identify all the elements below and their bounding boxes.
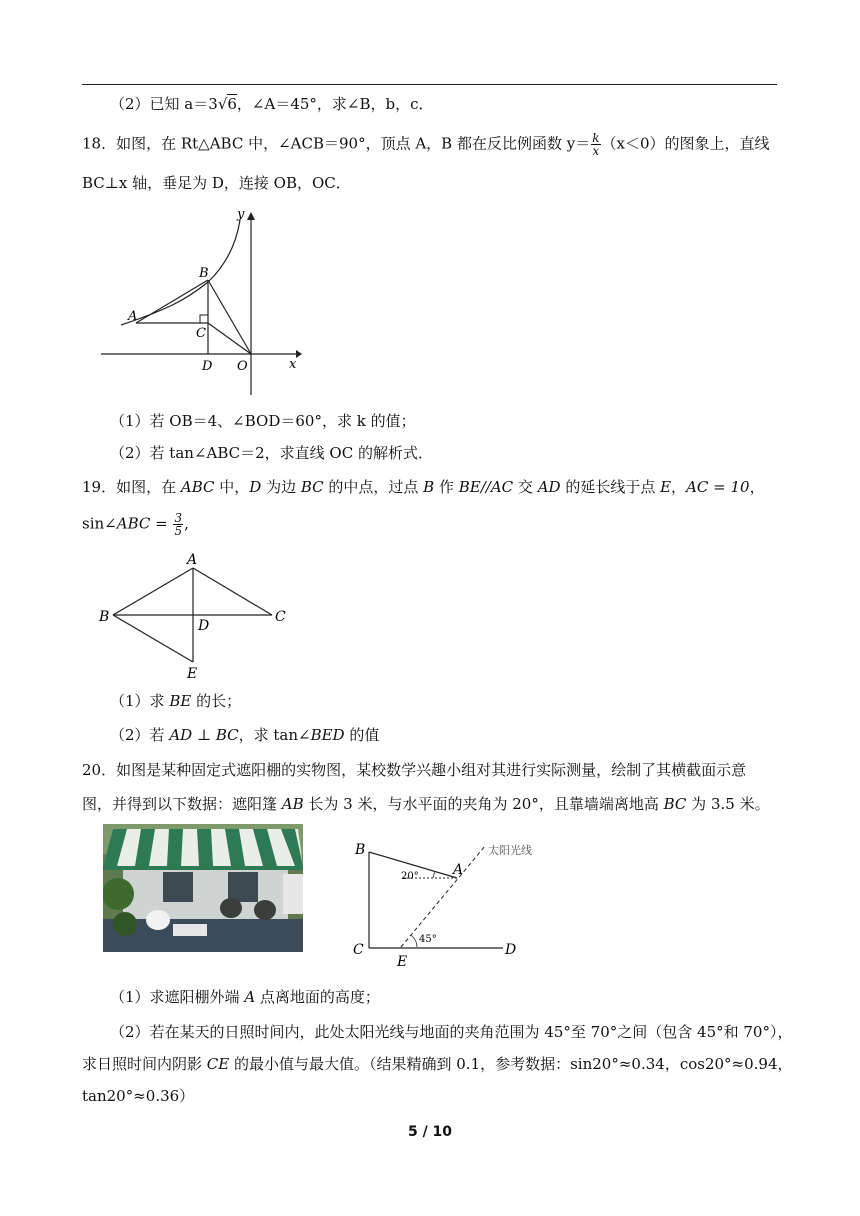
- q20-label-e: E: [397, 954, 408, 970]
- q18-label-y: y: [237, 207, 245, 222]
- q18-line2: BC⊥x 轴，垂足为 D，连接 OB，OC．: [82, 174, 351, 192]
- q17-part2: （2）已知 a＝3√6，∠A＝45°，求∠B，b，c．: [110, 95, 434, 113]
- q20-part2-line1: （2）若在某天的日照时间内，此处太阳光线与地面的夹角范围为 45°至 70°之间（包含 45°和 70°），: [110, 1023, 793, 1041]
- q20-angle-20: 20°: [401, 871, 419, 882]
- q19-part2: （2）若 AD ⊥ BC，求 tan∠BED 的值: [110, 726, 380, 744]
- q20-figure: [345, 834, 545, 972]
- q18-label-d: D: [202, 359, 213, 374]
- q20-part1: （1）求遮阳棚外端 A 点离地面的高度；: [110, 988, 380, 1006]
- q20-sun-label: 太阳光线: [488, 844, 532, 857]
- q20-line1: 20．如图是某种固定式遮阳棚的实物图，某校数学兴趣小组对其进行实际测量，绘制了其横截面示意: [82, 761, 747, 779]
- q18-label-b: B: [199, 266, 209, 281]
- q18-figure: [96, 200, 316, 400]
- q19-label-b: B: [99, 609, 110, 625]
- q19-label-d: D: [198, 618, 210, 634]
- q20-line2: 图，并得到以下数据：遮阳篷 AB 长为 3 米，与水平面的夹角为 20°，且靠墙端离地高 BC 为 3.5 米。: [82, 795, 770, 813]
- q19-figure: [95, 548, 295, 682]
- q18-part2: （2）若 tan∠ABC＝2，求直线 OC 的解析式．: [110, 444, 433, 462]
- awning-photo: [103, 824, 303, 952]
- sqrt-symbol: √: [217, 95, 228, 113]
- q18-fraction: $\frac{k}{x}$: [592, 131, 600, 158]
- q18-line1: 18．如图，在 Rt△ABC 中，∠ACB＝90°，顶点 A，B 都在反比例函数 y＝ $\frac{k}{x}$ （x＜0）的图象上，直线: [82, 131, 770, 158]
- q19-line2: sin∠ABC = $\frac{3}{5}$ ,: [82, 511, 189, 538]
- q18-label-o: O: [237, 359, 248, 374]
- q19-label-e: E: [187, 666, 198, 682]
- q18-label-x: x: [289, 357, 297, 372]
- q19-label-a: A: [187, 552, 198, 568]
- q19-line1: 19．如图，在 ABC 中，D 为边 BC 的中点，过点 B 作 BE//AC 交 AD 的延长线于点 E，AC = 10，: [82, 478, 765, 496]
- q18-label-c: C: [196, 326, 206, 341]
- q19-part1: （1）求 BE 的长；: [110, 692, 242, 710]
- q20-label-c: C: [353, 942, 364, 958]
- q18-part1: （1）若 OB＝4、∠BOD＝60°，求 k 的值；: [110, 412, 416, 430]
- q19-label-c: C: [275, 609, 286, 625]
- q18-label-a: A: [128, 309, 138, 324]
- page-top-rule: [82, 84, 777, 85]
- q20-part2-line3: tan20°≈0.36）: [82, 1087, 195, 1105]
- q20-part2-line2: 求日照时间内阴影 CE 的最小值与最大值。（结果精确到 0.1，参考数据：sin20°≈0.34，cos20°≈0.94，: [82, 1055, 793, 1073]
- q20-label-b: B: [355, 842, 366, 858]
- page-number: 5 / 10: [407, 1124, 453, 1140]
- q20-label-d: D: [505, 942, 517, 958]
- q20-label-a: A: [453, 862, 464, 878]
- q20-angle-45: 45°: [419, 934, 437, 945]
